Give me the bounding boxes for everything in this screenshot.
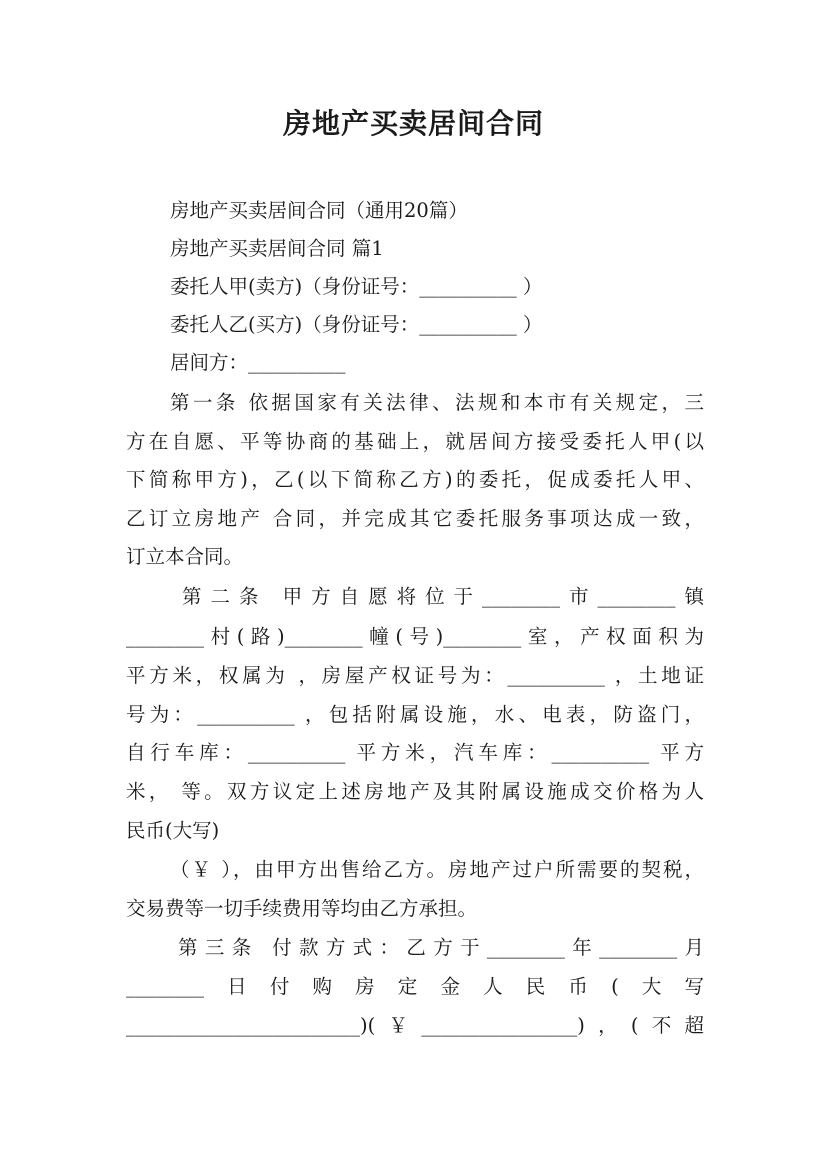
article-2-line-7: 民币(大写) <box>126 819 220 842</box>
article-3-line-3: ________________________)(￥________________)，(不超 <box>126 1014 704 1037</box>
party-a-line: 委托人甲(卖方)（身份证号：__________ ） <box>170 275 543 298</box>
article-2-line-1: 第二条 甲方自愿将位于________市________镇 <box>182 585 704 608</box>
article-1-line-1: 第一条 依据国家有关法律、法规和本市有关规定，三 <box>170 391 704 414</box>
article-3-line-1: 第三条 付款方式：乙方于________年________月 <box>178 936 704 959</box>
article-1-line-5: 订立本合同。 <box>126 545 244 568</box>
article-3-line-2: ________日付购房定金人民币(大写 <box>126 975 704 998</box>
article-1-line-4: 乙订立房地产 合同，并完成其它委托服务事项达成一致， <box>126 507 704 530</box>
article-2-line-4: 号为：__________ ，包括附属设施，水、电表，防盗门， <box>126 703 704 726</box>
article-1-line-2: 方在自愿、平等协商的基础上，就居间方接受委托人甲(以 <box>126 430 704 453</box>
article-2-line-8: （￥ ），由甲方出售给乙方。房地产过户所需要的契税， <box>170 858 704 881</box>
intermediary-line: 居间方：__________ <box>170 351 346 374</box>
article-1-line-3: 下简称甲方)，乙(以下简称乙方)的委托，促成委托人甲、 <box>126 468 704 491</box>
document-title: 房地产买卖居间合同 <box>282 107 544 140</box>
subtitle-line: 房地产买卖居间合同（通用20篇） <box>170 199 468 222</box>
party-b-line: 委托人乙(买方)（身份证号：__________ ） <box>170 313 543 336</box>
article-2-line-3: 平方米，权属为 ，房屋产权证号为：__________ ，土地证 <box>126 664 704 687</box>
article-2-line-5: 自行车库：__________ 平方米，汽车库：__________ 平方 <box>126 741 704 764</box>
section-heading: 房地产买卖居间合同 篇1 <box>170 237 384 260</box>
article-2-line-2: ________村(路)________幢(号)________室，产权面积为 <box>126 625 704 648</box>
article-2-line-6: 米， 等。双方议定上述房地产及其附属设施成交价格为人 <box>126 780 704 803</box>
article-2-line-9: 交易费等一切手续费用等均由乙方承担。 <box>126 897 478 920</box>
